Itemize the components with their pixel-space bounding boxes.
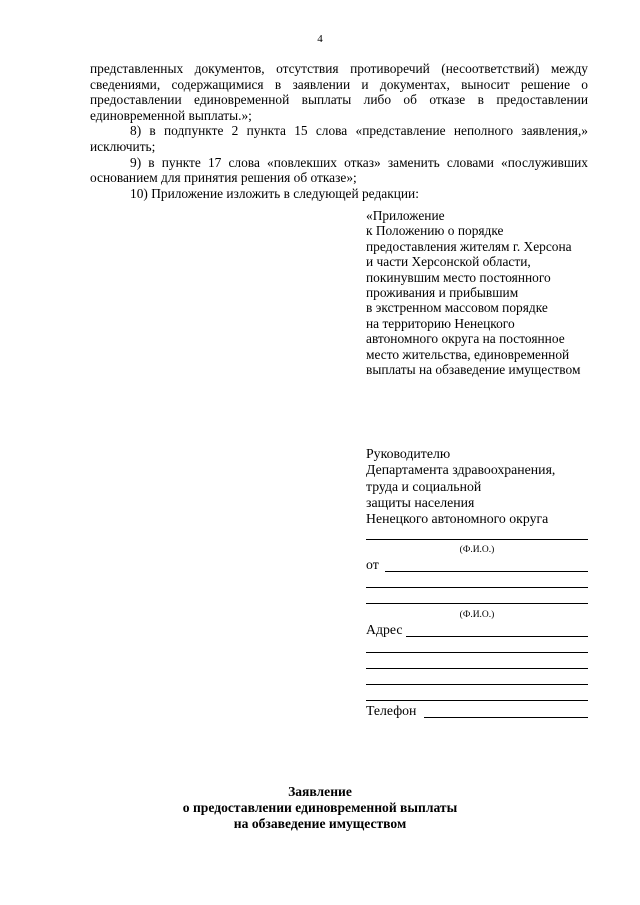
heading-title: Заявление [288,784,352,799]
document-heading [0,784,640,831]
amendment-item-10: 10) Приложение изложить в следующей редакции: [130,185,419,201]
appendix-line: место жительства, единовременной [366,346,570,362]
appendix-line: в экстренном массовом порядке [366,300,548,316]
appendix-line: предоставления жителям г. Херсона [366,238,572,254]
from-line-3[interactable] [366,603,588,604]
appendix-line: автономного округа на постоянное [366,331,565,347]
amendment-text [90,61,588,201]
addressee-line: труда и социальной [366,478,482,494]
address-line-3[interactable] [366,668,588,669]
page-number: 4 [317,33,323,45]
addressee-block [366,446,555,527]
fio-line-1[interactable] [366,539,588,540]
amendment-item-9: 9) в пункте 17 слова «повлекших отказ» заменить словами «послуживших основанием для принятия решения об отказе»; [90,154,588,186]
addressee-line: Департамента здравоохранения, [366,462,556,478]
addressee-line: Ненецкого автономного округа [366,511,549,527]
appendix-note [366,208,580,377]
heading-subtitle: на обзаведение имуществом [233,815,407,831]
addressee-line: защиты населения [366,494,475,510]
phone-line[interactable] [424,717,588,718]
paragraph-continuation: представленных документов, отсутствия противоречий (несоответствий) между сведениями, содержащимися в заявлении и документах, выносит решение о предоставлении единовременной выплаты либо об отказе в предоставлении единовременной выплаты.»; [90,61,588,123]
from-line[interactable] [385,571,588,572]
from-line-2[interactable] [366,587,588,588]
fio-caption: (Ф.И.О.) [459,610,495,620]
appendix-line: к Положению о порядке [366,223,504,239]
address-line-5[interactable] [366,700,588,701]
address-label: Адрес [366,622,403,637]
addressee-line: Руководителю [366,446,451,461]
from-label: от [366,557,379,572]
address-line-2[interactable] [366,652,588,653]
appendix-line: выплаты на обзаведение имуществом [366,362,581,378]
address-line-4[interactable] [366,684,588,685]
appendix-line: на территорию Ненецкого [366,315,515,331]
appendix-line: «Приложение [366,208,445,223]
appendix-line: проживания и прибывшим [366,285,519,301]
fio-caption: (Ф.И.О.) [459,545,495,555]
address-line[interactable] [406,636,588,637]
amendment-item-8: 8) в подпункте 2 пункта 15 слова «представление неполного заявления,» исключить; [90,123,588,154]
heading-subtitle: о предоставлении единовременной выплаты [182,799,458,815]
appendix-line: покинувшим место постоянного [366,269,551,285]
appendix-line: и части Херсонской области, [366,254,531,270]
phone-label: Телефон [366,703,417,718]
